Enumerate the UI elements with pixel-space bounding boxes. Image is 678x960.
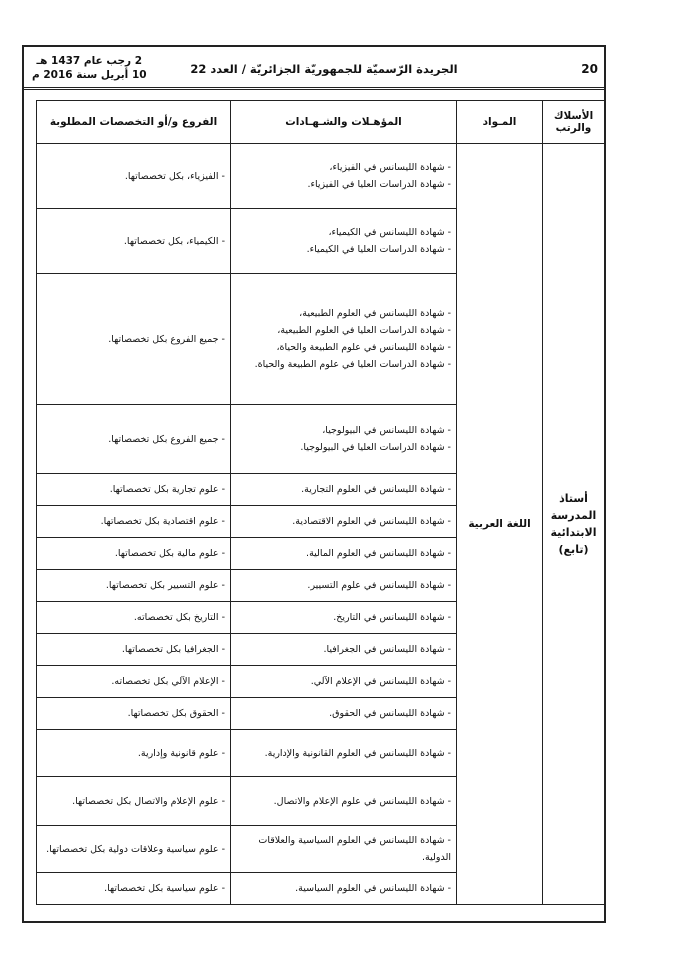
- branch-cell: - علوم تجارية بكل تخصصاتها.: [37, 474, 231, 506]
- qualification-cell: - شهادة الليسانس في العلوم المالية.: [231, 538, 457, 570]
- branch-cell: - جميع الفروع بكل تخصصاتها.: [37, 405, 231, 474]
- branch-cell: - علوم التسيير بكل تخصصاتها.: [37, 570, 231, 602]
- qualification-cell: - شهادة الليسانس في الحقوق.: [231, 698, 457, 730]
- qualification-line: - شهادة الدراسات العليا في الفيزياء.: [307, 179, 451, 190]
- qualification-cell: - شهادة الليسانس في علوم التسيير.: [231, 570, 457, 602]
- column-header-qualifications: المؤهـلات والشـهـادات: [231, 101, 457, 144]
- qualification-cell: - شهادة الليسانس في العلوم القانونية والإدارية.: [231, 730, 457, 777]
- qualification-cell: [231, 209, 457, 274]
- qualification-line: - شهادة الليسانس في الفيزياء،: [329, 162, 451, 173]
- qualification-cell: - شهادة الليسانس في العلوم التجارية.: [231, 474, 457, 506]
- qualification-line: - شهادة الدراسات العليا في الكيمياء.: [306, 244, 451, 255]
- qualification-cell: [231, 405, 457, 474]
- qualification-cell: - شهادة الليسانس في التاريخ.: [231, 602, 457, 634]
- qualification-cell: - شهادة الليسانس في علوم الإعلام والاتصال.: [231, 777, 457, 826]
- branch-cell: - علوم مالية بكل تخصصاتها.: [37, 538, 231, 570]
- branch-cell: - الجغرافيا بكل تخصصاتها.: [37, 634, 231, 666]
- qualification-cell: - شهادة الليسانس في الإعلام الآلي.: [231, 666, 457, 698]
- qualification-cell: - شهادة الليسانس في العلوم السياسية والعلاقات الدولية.: [231, 826, 457, 873]
- column-header-corps: الأسلاك والرتب: [543, 101, 605, 144]
- date-hijri: 2 رجب عام 1437 هـ: [36, 55, 143, 67]
- branch-cell: - الإعلام الآلي بكل تخصصاته.: [37, 666, 231, 698]
- qualification-line: - شهادة الدراسات العليا في علوم الطبيعة والحياة.: [254, 359, 451, 370]
- qualification-line: - شهادة الليسانس في العلوم الطبيعية،: [299, 308, 451, 319]
- table-header-row: [37, 101, 605, 144]
- qualification-line: - شهادة الدراسات العليا في العلوم الطبيعية،: [277, 325, 451, 336]
- branch-cell: - جميع الفروع بكل تخصصاتها.: [37, 274, 231, 405]
- header-date: [32, 54, 147, 82]
- qualification-cell: - شهادة الليسانس في العلوم السياسية.: [231, 873, 457, 905]
- qualification-cell: - شهادة الليسانس في العلوم الاقتصادية.: [231, 506, 457, 538]
- corps-cell: أستاذ المدرسة الابتدائية (تابع): [543, 144, 605, 905]
- branch-cell: - التاريخ بكل تخصصاته.: [37, 602, 231, 634]
- branch-cell: - الحقوق بكل تخصصاتها.: [37, 698, 231, 730]
- qualification-line: - شهادة الليسانس في علوم الطبيعة والحياة،: [276, 342, 451, 353]
- branch-cell: - علوم سياسية وعلاقات دولية بكل تخصصاتها.: [37, 826, 231, 873]
- qualification-cell: [231, 144, 457, 209]
- table-row: [37, 144, 605, 209]
- qualification-line: - شهادة الليسانس في الكيمياء،: [328, 227, 451, 238]
- qualifications-table: [36, 100, 605, 905]
- branch-cell: - الكيمياء، بكل تخصصاتها.: [37, 209, 231, 274]
- qualification-line: - شهادة الليسانس في البيولوجيا،: [322, 425, 451, 436]
- branch-cell: - الفيزياء، بكل تخصصاتها.: [37, 144, 231, 209]
- date-gregorian: 10 أبريل سنة 2016 م: [32, 69, 147, 81]
- branch-cell: - علوم سياسية بكل تخصصاتها.: [37, 873, 231, 905]
- header-title: الجريدة الرّسميّة للجمهوريّة الجزائريّة / العدد 22: [190, 62, 458, 76]
- subject-cell: اللغة العربية: [457, 144, 543, 905]
- branch-cell: - علوم الإعلام والاتصال بكل تخصصاتها.: [37, 777, 231, 826]
- page-header: [24, 50, 604, 90]
- qualification-line: - شهادة الدراسات العليا في البيولوجيا.: [300, 442, 451, 453]
- page-number: 20: [581, 62, 598, 76]
- qualification-cell: [231, 274, 457, 405]
- branch-cell: - علوم قانونية وإدارية.: [37, 730, 231, 777]
- branch-cell: - علوم اقتصادية بكل تخصصاتها.: [37, 506, 231, 538]
- qualification-cell: - شهادة الليسانس في الجغرافيا.: [231, 634, 457, 666]
- column-header-branches: الفروع و/أو التخصصات المطلوبة: [37, 101, 231, 144]
- column-header-subject: المـواد: [457, 101, 543, 144]
